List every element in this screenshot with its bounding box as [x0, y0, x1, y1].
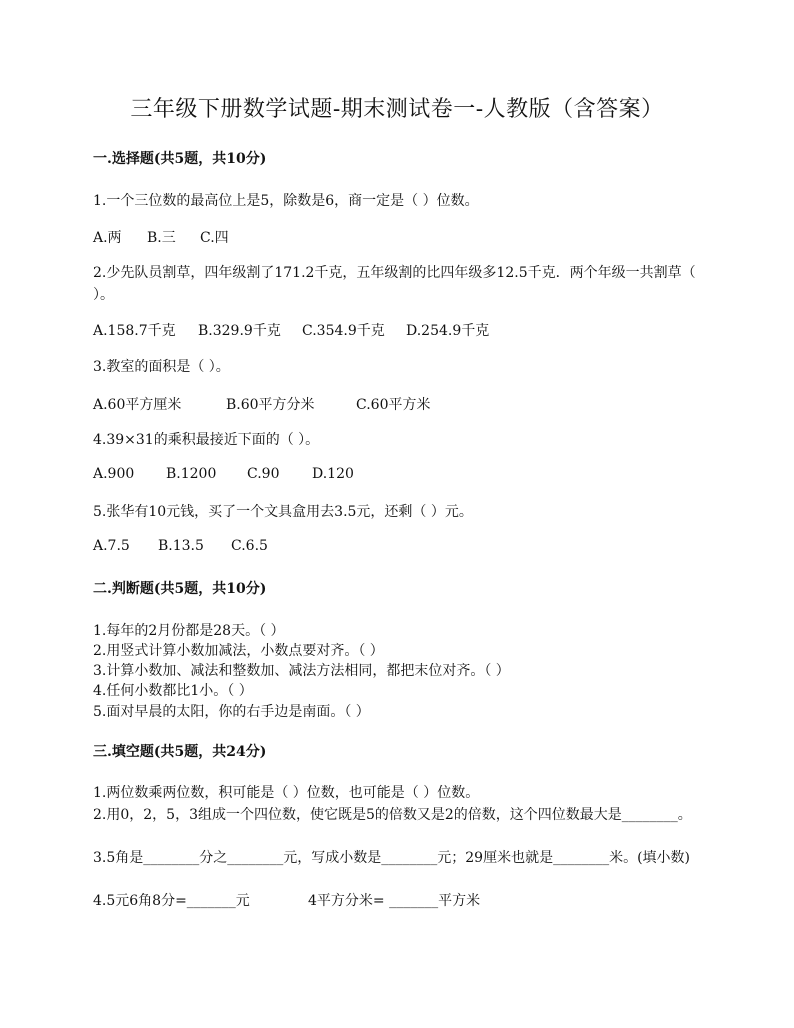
section-heading: 二.判断题(共5题，共10分) — [93, 581, 267, 597]
question-text: 5.张华有10元钱，买了一个文具盒用去3.5元，还剩（ ）元。 — [93, 504, 473, 520]
option: A.7.5 — [93, 538, 130, 554]
option: C.四 — [200, 230, 229, 246]
statement-text: 5.面对早晨的太阳，你的右手边是南面。（ ） — [93, 704, 370, 720]
statement-text: 2.用竖式计算小数加减法，小数点要对齐。（ ） — [93, 643, 384, 659]
section-heading: 一.选择题(共5题，共10分) — [93, 151, 267, 167]
option: A.900 — [93, 466, 135, 482]
option: A.158.7千克 — [93, 323, 176, 339]
question-text: 1.一个三位数的最高位上是5，除数是6，商一定是（ ）位数。 — [93, 193, 479, 209]
option: C.6.5 — [231, 538, 268, 554]
fill-question-text: 2.用0，2，5，3组成一个四位数，使它既是5的倍数又是2的倍数，这个四位数最大是________。 — [93, 807, 692, 823]
statement-text: 1.每年的2月份都是28天。（ ） — [93, 623, 285, 639]
fill-question-text: 1.两位数乘两位数，积可能是（ ）位数，也可能是（ ）位数。 — [93, 785, 480, 801]
question-text: 3.教室的面积是（ ）。 — [93, 359, 230, 375]
option: B.60平方分米 — [226, 397, 315, 413]
option: C.354.9千克 — [302, 323, 385, 339]
fill-question-text: 3.5角是________分之________元，写成小数是________元；29厘米也就是________米。(填小数) — [93, 850, 691, 866]
fill-question-text: 4.5元6角8分=_______元 — [93, 893, 250, 909]
option: B.329.9千克 — [198, 323, 281, 339]
question-text: 4.39×31的乘积最接近下面的（ ）。 — [93, 432, 320, 448]
option: A.两 — [93, 230, 122, 246]
page-title: 三年级下册数学试题-期末测试卷一-人教版（含答案） — [130, 97, 664, 122]
option: B.13.5 — [158, 538, 204, 554]
option: D.120 — [312, 466, 354, 482]
fill-question-text: 4平方分米= _______平方米 — [308, 893, 481, 909]
option: C.60平方米 — [356, 397, 431, 413]
option: C.90 — [247, 466, 280, 482]
statement-text: 4.任何小数都比1小。（ ） — [93, 683, 253, 699]
option: B.三 — [147, 230, 176, 246]
option: B.1200 — [166, 466, 217, 482]
question-text: 2.少先队员割草，四年级割了171.2千克，五年级割的比四年级多12.5千克．两个年级一共割草（ ）。 — [93, 265, 696, 303]
statement-text: 3.计算小数加、减法和整数加、减法方法相同，都把末位对齐。（ ） — [93, 663, 510, 679]
option: D.254.9千克 — [406, 323, 490, 339]
section-heading: 三.填空题(共5题，共24分) — [93, 744, 267, 760]
option: A.60平方厘米 — [93, 397, 182, 413]
